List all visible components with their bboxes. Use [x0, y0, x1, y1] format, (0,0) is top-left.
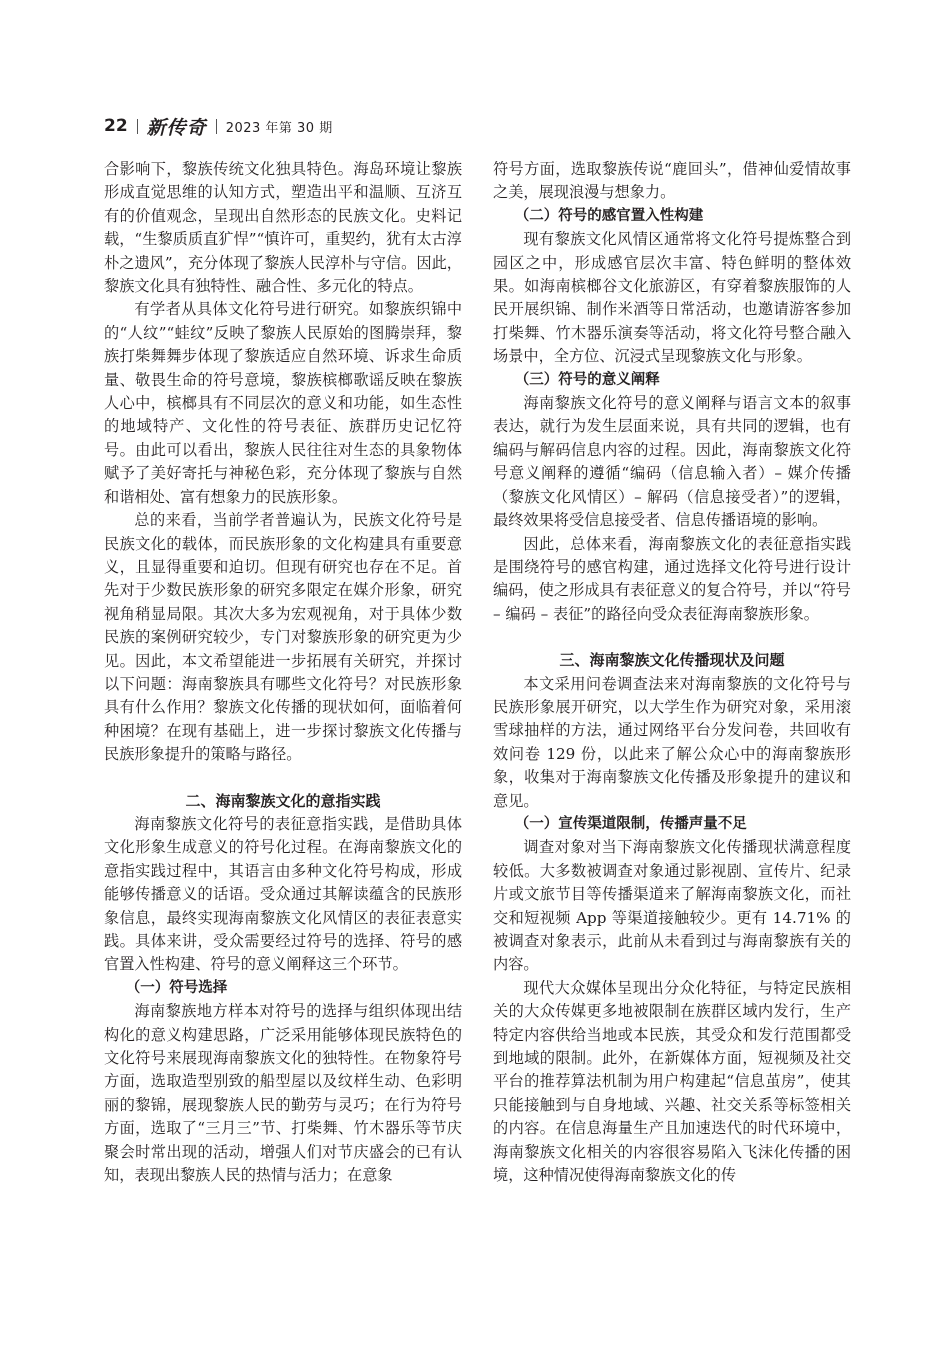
paragraph: 海南黎族地方样本对符号的选择与组织体现出结构化的意义构建思路，广泛采用能够体现民族特色的文化符号来展现海南黎族文化的独特性。在物象符号方面，选取造型别致的船型屋以及纹样生动、色彩明丽的黎锦，展现黎族人民的勤劳与灵巧；在行为符号方面，选取了“三月三”节、打柴舞、竹木器乐等节庆聚会时常出现的活动，增强人们对节庆盛会的已有认知，表现出黎族人民的热情与活力；在意象: [104, 1002, 462, 1185]
paragraph: 总的来看，当前学者普遍认为，民族文化符号是民族文化的载体，而民族形象的文化构建具有重要意义，且显得重要和迫切。但现有研究也存在不足。首先对于少数民族形象的研究多限定在媒介形象，研究视角稍显局限。其次大多为宏观视角，对于具体少数民族的案例研究较少，专门对黎族形象的研究更为少见。因此，本文希望能进一步拓展有关研究，并探讨以下问题：海南黎族具有哪些文化符号？对民族形象具有什么作用？黎族文化传播的现状如何，面临着何种困境？在现有基础上，进一步探讨黎族文化传播与民族形象提升的策略与路径。: [104, 511, 462, 764]
paragraph: 现代大众媒体呈现出分众化特征，与特定民族相关的大众传媒更多地被限制在族群区域内发行，生产特定内容供给当地或本民族，其受众和发行范围都受到地域的限制。此外，在新媒体方面，短视频及社交平台的推荐算法机制为用户构建起“信息茧房”，使其只能接触到与自身地域、兴趣、社交关系等标签相关的内容。在信息海量生产且加速迭代的时代环境中，海南黎族文化相关的内容很容易陷入飞沫化传播的困境，这种情况使得海南黎族文化的传: [493, 978, 851, 1185]
paragraph: 海南黎族文化符号的意义阐释与语言文本的叙事表达，就行为发生层面来说，具有共同的逻辑，也有编码与解码信息内容的过程。因此，海南黎族文化符号意义阐释的遵循“编码（信息输入者）– 媒介传播（黎族文化风情区）– 解码（信息接受者）”的逻辑，最终效果将受信息接受者、信息传播语境的影响。: [493, 394, 851, 530]
paragraph: 本文采用问卷调查法来对海南黎族的文化符号与民族形象展开研究，以大学生作为研究对象，采用滚雪球抽样的方法，通过网络平台分发问卷，共回收有效问卷 129 份，以此来了解公众心中的海南黎族形象，收集对于海南黎族文化传播及形象提升的建议和意见。: [493, 674, 851, 810]
paragraph: 因此，总体来看，海南黎族文化的表征意指实践是围绕符号的感官构建，通过选择文化符号进行设计编码，使之形成具有表征意义的复合符号，并以“符号 – 编码 – 表征”的路径向受众表征海南黎族形象。: [493, 534, 851, 623]
paragraph: 符号方面，选取黎族传说“鹿回头”，借神仙爱情故事之美，展现浪漫与想象力。: [493, 160, 851, 202]
paragraph: 有学者从具体文化符号进行研究。如黎族织锦中的“人纹”“蛙纹”反映了黎族人民原始的图腾崇拜，黎族打柴舞舞步体现了黎族适应自然环境、诉求生命质量、敬畏生命的符号意境，黎族槟榔歌谣反映在黎族人心中，槟榔具有不同层次的意义和功能，如生态性的地域特产、文化性的符号表征、族群历史记忆符号。由此可以看出，黎族人民往往对生态的具象物体赋予了美好寄托与神秘色彩，充分体现了黎族与自然和谐相处、富有想象力的民族形象。: [104, 300, 462, 506]
paragraph: 合影响下，黎族传统文化独具特色。海岛环境让黎族形成直觉思维的认知方式，塑造出平和温顺、互济互有的价值观念，呈现出自然形态的民族文化。史料记载，“生黎质质直犷悍”“慎许可，重契约，犹有太古淳朴之遗风”，充分体现了黎族人民淳朴与守信。因此，黎族文化具有独特性、融合性、多元化的特点。: [104, 160, 462, 296]
paragraph: 海南黎族文化符号的表征意指实践，是借助具体文化形象生成意义的符号化过程。在海南黎族文化的意指实践过程中，其语言由多种文化符号构成，形成能够传播意义的话语。受众通过其解读蕴含的民族形象信息，最终实现海南黎族文化风情区的表征表意实践。具体来讲，受众需要经过符号的选择、符号的感官置入性构建、符号的意义阐释这三个环节。: [104, 814, 462, 974]
journal-logo: 新传奇: [146, 116, 207, 139]
subsection-heading: （二）符号的感官置入性构建: [514, 207, 704, 224]
running-header: [104, 114, 333, 138]
right-column: [493, 158, 851, 1187]
subsection-heading: （一）宣传渠道限制，传播声量不足: [514, 815, 747, 832]
header-divider: [137, 119, 138, 134]
header-divider: [216, 119, 217, 134]
paragraph: 现有黎族文化风情区通常将文化符号提炼整合到园区之中，形成感官层次丰富、特色鲜明的整体效果。如海南槟榔谷文化旅游区，有穿着黎族服饰的人民开展织锦、制作米酒等日常活动，也邀请游客参加打柴舞、竹木器乐演奏等活动，将文化符号整合融入场景中，全方位、沉浸式呈现黎族文化与形象。: [493, 230, 851, 366]
subsection-heading: （一）符号选择: [125, 979, 228, 996]
section-heading: 二、海南黎族文化的意指实践: [185, 791, 381, 810]
section-heading: 三、海南黎族文化传播现状及问题: [559, 651, 785, 670]
subsection-heading: （三）符号的意义阐释: [514, 371, 660, 388]
issue-label: 2023 年第 30 期: [225, 120, 333, 136]
page-number: 22: [104, 116, 128, 136]
paragraph: 调查对象对当下海南黎族文化传播现状满意程度较低。大多数被调查对象通过影视剧、宣传片、纪录片或文旅节目等传播渠道来了解海南黎族文化，而社交和短视频 App 等渠道接触较少。更有 14.71% 的被调查对象表示，此前从未看到过与海南黎族有关的内容。: [493, 838, 851, 974]
left-column: [104, 158, 462, 1187]
